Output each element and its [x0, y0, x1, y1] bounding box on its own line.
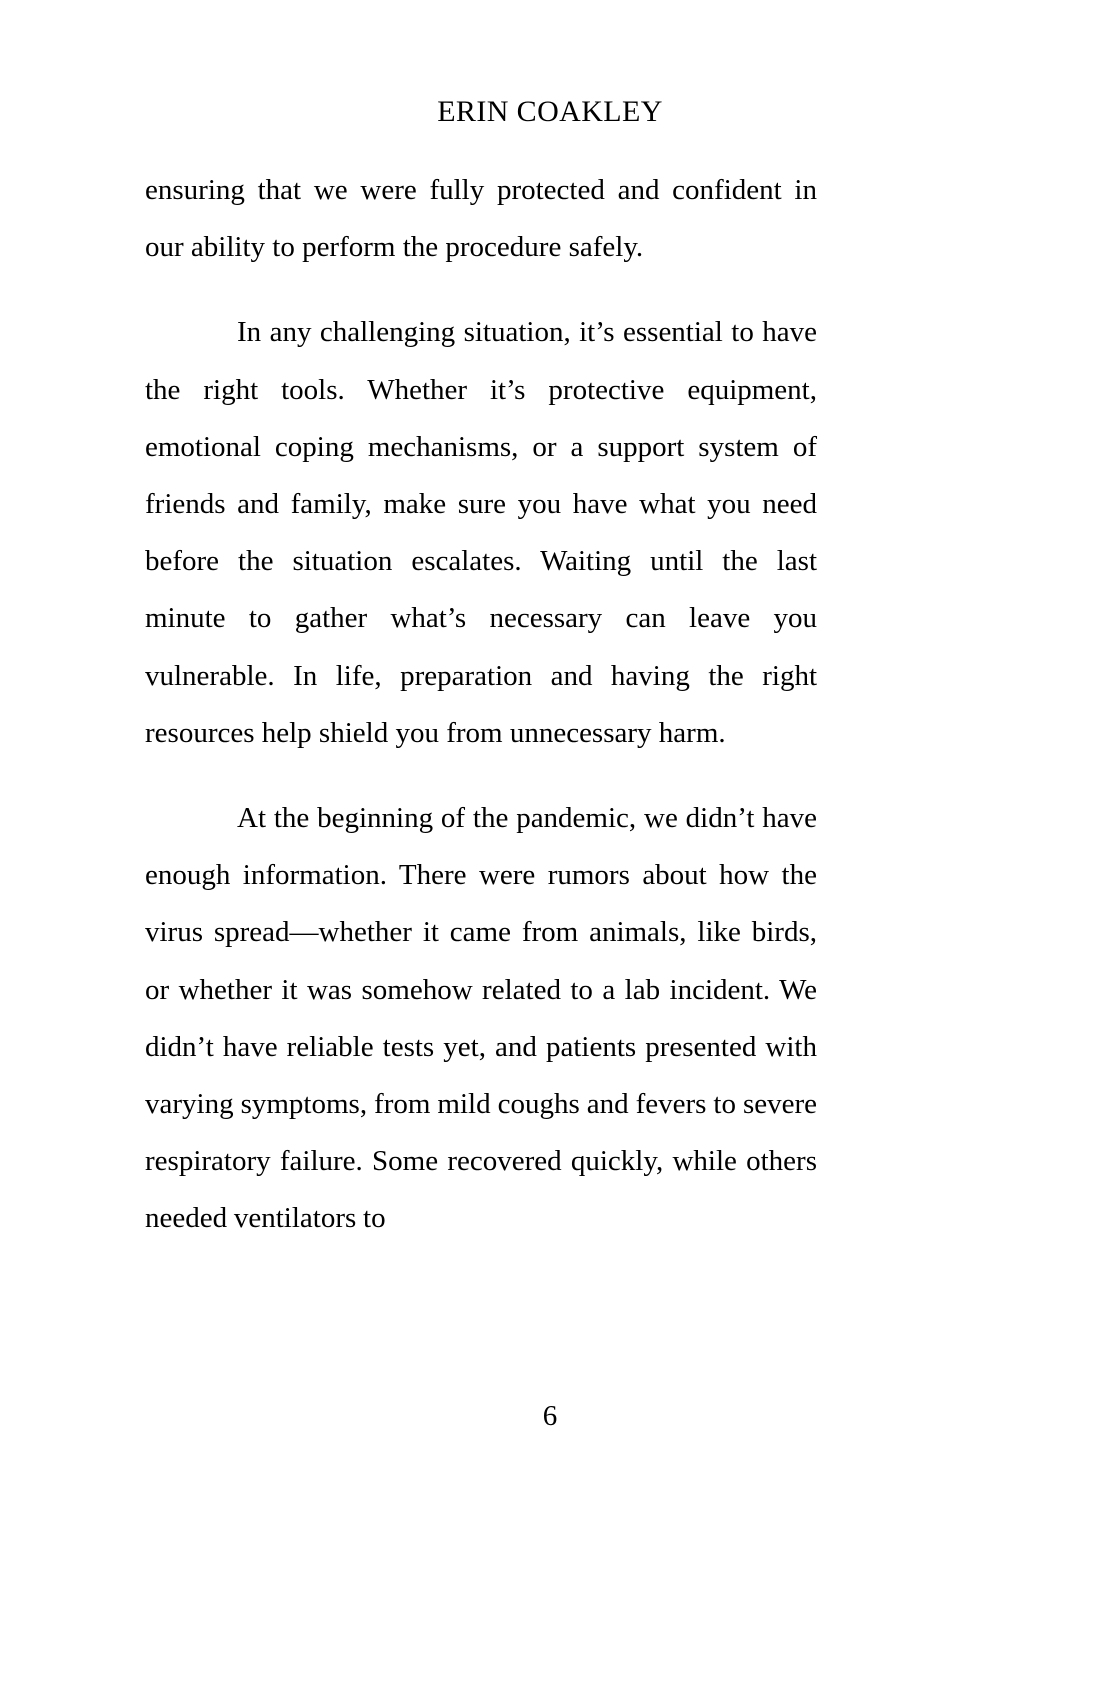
page-number: 6: [542, 1400, 558, 1432]
paragraph-1: ensuring that we were fully protected and confident in our ability to perform the procedure safely.: [145, 174, 817, 264]
running-header: ERIN COAKLEY: [437, 95, 663, 128]
paragraph-3: At the beginning of the pandemic, we didn’t have enough information. There were rumors about how the virus spread—whether it came from animals, like birds, or whether it was somehow related to a lab incident. We didn’t have reliable tests yet, and patients presented with varying symptoms, from mild coughs and fevers to severe respiratory failure. Some recovered quickly, while others needed ventilators to: [145, 802, 817, 1235]
paragraph-2: In any challenging situation, it’s essential to have the right tools. Whether it’s protective equipment, emotional coping mechanisms, or a support system of friends and family, make sure you have what you need before the situation escalates. Waiting until the last minute to gather what’s necessary can leave you vulnerable. In life, preparation and having the right resources help shield you from unnecessary harm.: [145, 316, 817, 749]
body-text-block: [145, 162, 817, 1248]
